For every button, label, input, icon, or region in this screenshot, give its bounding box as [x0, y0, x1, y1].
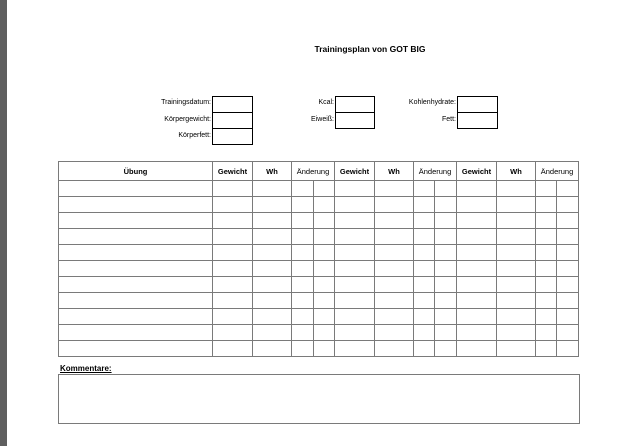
table-cell[interactable] — [335, 181, 375, 197]
table-cell[interactable] — [253, 309, 292, 325]
table-cell[interactable] — [536, 293, 557, 309]
field-label-koerpergewicht: Körpergewicht: — [164, 116, 211, 123]
table-cell[interactable] — [414, 309, 435, 325]
table-cell[interactable] — [557, 181, 579, 197]
table-cell[interactable] — [292, 277, 314, 293]
table-cell[interactable] — [414, 341, 435, 357]
table-cell[interactable] — [59, 325, 213, 341]
field-label-eiweiss: Eiweiß: — [311, 116, 334, 123]
table-cell[interactable] — [435, 261, 457, 277]
table-row — [59, 213, 579, 229]
table-cell[interactable] — [335, 309, 375, 325]
table-cell[interactable] — [536, 261, 557, 277]
table-cell[interactable] — [414, 325, 435, 341]
header-aenderung-2: Änderung — [414, 162, 457, 181]
table-row — [59, 309, 579, 325]
table-cell[interactable] — [335, 341, 375, 357]
table-cell[interactable] — [253, 197, 292, 213]
field-label-fett: Fett: — [441, 116, 456, 123]
table-cell[interactable] — [253, 213, 292, 229]
header-aenderung-1: Änderung — [292, 162, 335, 181]
table-cell[interactable] — [414, 229, 435, 245]
table-cell[interactable] — [335, 197, 375, 213]
table-cell[interactable] — [292, 293, 314, 309]
table-cell[interactable] — [457, 277, 497, 293]
table-cell[interactable] — [292, 229, 314, 245]
table-cell[interactable] — [497, 181, 536, 197]
table-cell[interactable] — [435, 213, 457, 229]
table-cell[interactable] — [314, 325, 335, 341]
table-cell[interactable] — [497, 341, 536, 357]
table-cell[interactable] — [497, 261, 536, 277]
table-cell[interactable] — [375, 309, 414, 325]
fett-field[interactable] — [457, 112, 498, 129]
table-cell[interactable] — [557, 213, 579, 229]
table-cell[interactable] — [213, 277, 253, 293]
table-cell[interactable] — [536, 325, 557, 341]
table-cell[interactable] — [292, 325, 314, 341]
table-cell[interactable] — [435, 277, 457, 293]
table-cell[interactable] — [557, 293, 579, 309]
table-cell[interactable] — [557, 277, 579, 293]
table-header-row — [59, 162, 579, 181]
table-cell[interactable] — [314, 229, 335, 245]
table-cell[interactable] — [457, 261, 497, 277]
table-cell[interactable] — [335, 261, 375, 277]
table-cell[interactable] — [557, 325, 579, 341]
table-row — [59, 261, 579, 277]
table-cell[interactable] — [497, 197, 536, 213]
table-cell[interactable] — [59, 261, 213, 277]
table-cell[interactable] — [253, 325, 292, 341]
table-cell[interactable] — [335, 229, 375, 245]
comments-label: Kommentare: — [60, 364, 112, 373]
table-row — [59, 181, 579, 197]
field-label-koerperfett: Körperfett: — [178, 132, 211, 139]
table-cell[interactable] — [59, 245, 213, 261]
table-cell[interactable] — [314, 277, 335, 293]
table-cell[interactable] — [253, 261, 292, 277]
table-cell[interactable] — [292, 261, 314, 277]
table-cell[interactable] — [314, 245, 335, 261]
table-row — [59, 245, 579, 261]
table-cell[interactable] — [557, 309, 579, 325]
table-cell[interactable] — [59, 277, 213, 293]
table-cell[interactable] — [213, 229, 253, 245]
table-cell[interactable] — [414, 277, 435, 293]
header-wh-3: Wh — [497, 162, 536, 181]
table-cell[interactable] — [435, 229, 457, 245]
table-cell[interactable] — [59, 293, 213, 309]
table-cell[interactable] — [375, 261, 414, 277]
table-cell[interactable] — [314, 197, 335, 213]
training-table — [58, 161, 579, 357]
table-cell[interactable] — [457, 181, 497, 197]
table-cell[interactable] — [435, 293, 457, 309]
table-cell[interactable] — [457, 245, 497, 261]
window-edge-bar — [0, 0, 7, 446]
table-cell[interactable] — [497, 245, 536, 261]
table-cell[interactable] — [435, 197, 457, 213]
table-cell[interactable] — [292, 181, 314, 197]
table-cell[interactable] — [557, 261, 579, 277]
table-cell[interactable] — [375, 277, 414, 293]
table-cell[interactable] — [213, 309, 253, 325]
table-cell[interactable] — [314, 261, 335, 277]
table-cell[interactable] — [536, 245, 557, 261]
table-cell[interactable] — [375, 181, 414, 197]
table-cell[interactable] — [536, 197, 557, 213]
header-uebung: Übung — [59, 162, 213, 181]
table-row — [59, 229, 579, 245]
table-cell[interactable] — [335, 277, 375, 293]
table-cell[interactable] — [335, 213, 375, 229]
header-wh-2: Wh — [375, 162, 414, 181]
header-gewicht-3: Gewicht — [457, 162, 497, 181]
table-cell[interactable] — [536, 277, 557, 293]
table-cell[interactable] — [435, 325, 457, 341]
table-cell[interactable] — [292, 245, 314, 261]
table-cell[interactable] — [435, 245, 457, 261]
table-cell[interactable] — [253, 293, 292, 309]
table-cell[interactable] — [536, 309, 557, 325]
table-row — [59, 197, 579, 213]
table-cell[interactable] — [213, 261, 253, 277]
table-cell[interactable] — [497, 277, 536, 293]
table-cell[interactable] — [414, 213, 435, 229]
table-cell[interactable] — [314, 341, 335, 357]
table-cell[interactable] — [375, 229, 414, 245]
table-cell[interactable] — [292, 309, 314, 325]
table-cell[interactable] — [457, 341, 497, 357]
table-cell[interactable] — [414, 197, 435, 213]
table-cell[interactable] — [435, 181, 457, 197]
table-cell[interactable] — [375, 213, 414, 229]
table-cell[interactable] — [557, 197, 579, 213]
field-label-kcal: Kcal: — [318, 99, 334, 106]
table-cell[interactable] — [375, 245, 414, 261]
table-cell[interactable] — [253, 245, 292, 261]
table-cell[interactable] — [457, 213, 497, 229]
page-title: Trainingsplan von GOT BIG — [314, 44, 426, 54]
table-cell[interactable] — [253, 341, 292, 357]
table-cell[interactable] — [213, 293, 253, 309]
table-cell[interactable] — [213, 245, 253, 261]
comments-box[interactable] — [58, 374, 580, 424]
table-cell[interactable] — [253, 277, 292, 293]
table-cell[interactable] — [414, 181, 435, 197]
table-row — [59, 325, 579, 341]
table-cell[interactable] — [59, 229, 213, 245]
table-cell[interactable] — [457, 229, 497, 245]
table-cell[interactable] — [414, 245, 435, 261]
table-cell[interactable] — [457, 197, 497, 213]
table-row — [59, 293, 579, 309]
table-cell[interactable] — [335, 245, 375, 261]
table-cell[interactable] — [457, 293, 497, 309]
koerperfett-field[interactable] — [212, 128, 253, 145]
table-cell[interactable] — [457, 309, 497, 325]
table-cell[interactable] — [213, 341, 253, 357]
table-cell[interactable] — [497, 309, 536, 325]
table-cell[interactable] — [536, 229, 557, 245]
table-cell[interactable] — [292, 341, 314, 357]
table-cell[interactable] — [457, 325, 497, 341]
table-cell[interactable] — [314, 309, 335, 325]
table-cell[interactable] — [59, 213, 213, 229]
table-cell[interactable] — [213, 197, 253, 213]
table-cell[interactable] — [253, 181, 292, 197]
table-cell[interactable] — [59, 341, 213, 357]
table-cell[interactable] — [375, 341, 414, 357]
table-cell[interactable] — [314, 213, 335, 229]
table-row — [59, 277, 579, 293]
header-wh-1: Wh — [253, 162, 292, 181]
table-cell[interactable] — [59, 197, 213, 213]
table-cell[interactable] — [435, 341, 457, 357]
table-cell[interactable] — [497, 325, 536, 341]
table-cell[interactable] — [557, 341, 579, 357]
table-row — [59, 341, 579, 357]
table-cell[interactable] — [314, 293, 335, 309]
table-body — [59, 181, 579, 357]
table-cell[interactable] — [375, 293, 414, 309]
table-cell[interactable] — [292, 213, 314, 229]
table-cell[interactable] — [292, 197, 314, 213]
table-cell[interactable] — [414, 293, 435, 309]
table-cell[interactable] — [536, 181, 557, 197]
kohlenhydrate-field[interactable] — [457, 96, 498, 113]
table-cell[interactable] — [375, 197, 414, 213]
table-cell[interactable] — [59, 181, 213, 197]
table-cell[interactable] — [314, 181, 335, 197]
table-cell[interactable] — [536, 341, 557, 357]
table-cell[interactable] — [59, 309, 213, 325]
table-cell[interactable] — [435, 309, 457, 325]
table-cell[interactable] — [335, 325, 375, 341]
field-label-kohlenhydrate: Kohlenhydrate: — [408, 99, 456, 106]
table-cell[interactable] — [335, 293, 375, 309]
header-aenderung-3: Änderung — [536, 162, 579, 181]
table-cell[interactable] — [414, 261, 435, 277]
table-cell[interactable] — [557, 229, 579, 245]
table-cell[interactable] — [375, 325, 414, 341]
table-cell[interactable] — [497, 229, 536, 245]
table-cell[interactable] — [213, 325, 253, 341]
table-cell[interactable] — [497, 213, 536, 229]
field-label-trainingsdatum: Trainingsdatum: — [161, 99, 211, 106]
header-gewicht-2: Gewicht — [335, 162, 375, 181]
table-cell[interactable] — [497, 293, 536, 309]
table-cell[interactable] — [213, 181, 253, 197]
table-cell[interactable] — [557, 245, 579, 261]
header-gewicht-1: Gewicht — [213, 162, 253, 181]
table-cell[interactable] — [536, 213, 557, 229]
table-cell[interactable] — [253, 229, 292, 245]
table-cell[interactable] — [213, 213, 253, 229]
